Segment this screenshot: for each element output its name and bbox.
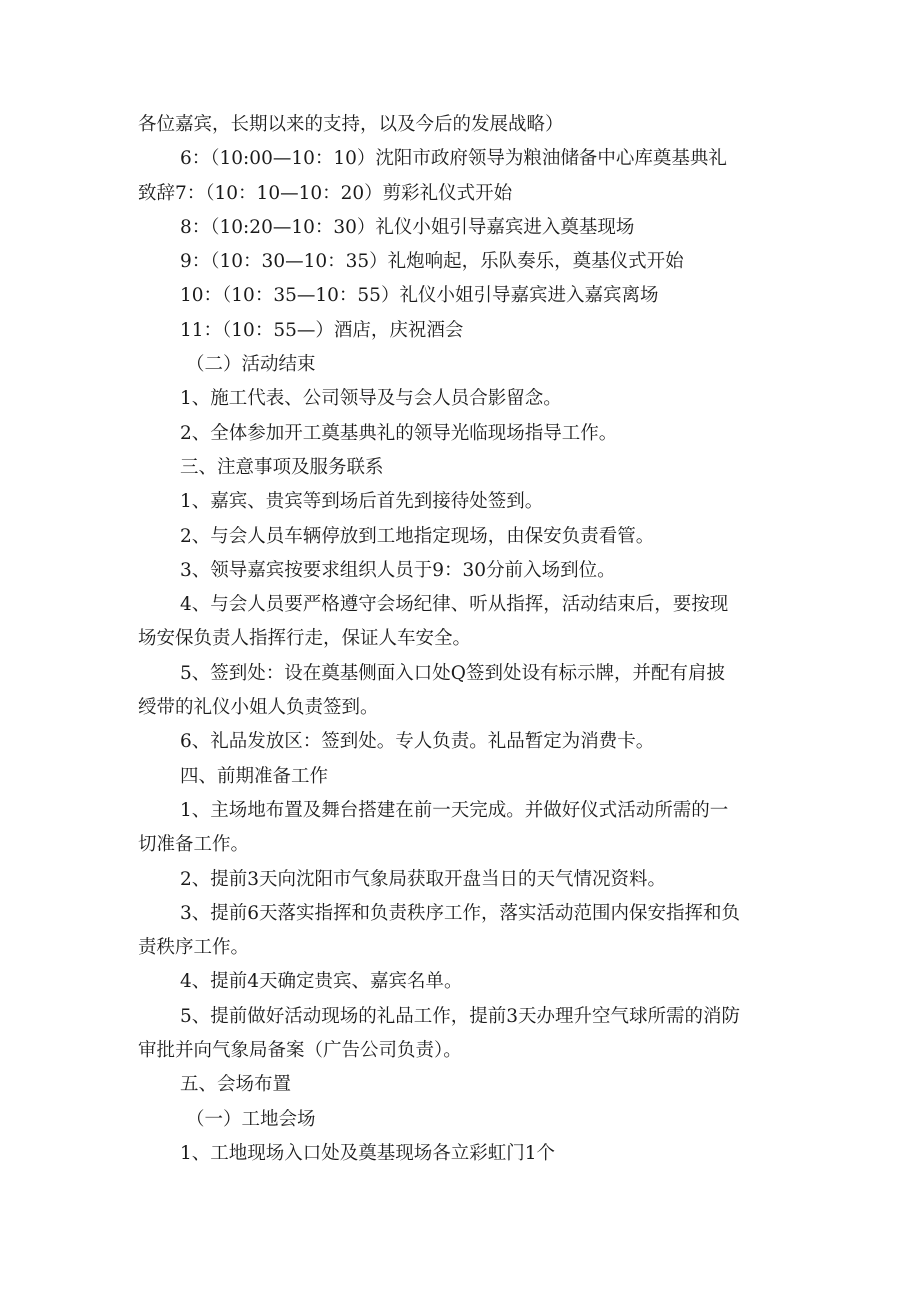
text-line: 3、提前6天落实指挥和负责秩序工作，落实活动范围内保安指挥和负 bbox=[180, 902, 741, 924]
text-line: 切准备工作。 bbox=[138, 834, 250, 856]
document-body bbox=[138, 108, 788, 1171]
text-line: 三、注意事项及服务联系 bbox=[180, 456, 384, 478]
text-line: 绶带的礼仪小姐人负责签到。 bbox=[138, 697, 379, 719]
text-line: 致辞7：（10：10—10：20）剪彩礼仪式开始 bbox=[138, 182, 513, 204]
text-line: 场安保负责人指挥行走，保证人车安全。 bbox=[138, 628, 472, 650]
text-line: 3、领导嘉宾按要求组织人员于9：30分前入场到位。 bbox=[180, 559, 616, 581]
text-line: 2、与会人员车辆停放到工地指定现场，由保安负责看管。 bbox=[180, 525, 655, 547]
text-line: 10：（10：35—10：55）礼仪小姐引导嘉宾进入嘉宾离场 bbox=[180, 285, 659, 307]
text-line: 1、嘉宾、贵宾等到场后首先到接待处签到。 bbox=[180, 491, 544, 513]
text-line: 5、签到处：设在奠基侧面入口处Q签到处设有标示牌，并配有肩披 bbox=[180, 662, 725, 684]
text-line: （二）活动结束 bbox=[186, 354, 316, 376]
text-line: 4、提前4天确定贵宾、嘉宾名单。 bbox=[180, 971, 463, 993]
text-line: 责秩序工作。 bbox=[138, 937, 250, 959]
text-line: 四、前期准备工作 bbox=[180, 765, 329, 787]
text-line: 五、会场布置 bbox=[180, 1074, 292, 1096]
text-line: 各位嘉宾，长期以来的支持，以及今后的发展战略） bbox=[138, 114, 564, 135]
text-line: 1、工地现场入口处及奠基现场各立彩虹门1个 bbox=[180, 1142, 556, 1164]
text-line: 5、提前做好活动现场的礼品工作，提前3天办理升空气球所需的消防 bbox=[180, 1005, 741, 1027]
text-line: 2、全体参加开工奠基典礼的领导光临现场指导工作。 bbox=[180, 422, 618, 444]
text-line: 1、施工代表、公司领导及与会人员合影留念。 bbox=[180, 388, 562, 410]
text-line: （一）工地会场 bbox=[186, 1108, 316, 1130]
text-line: 11：（10：55—）酒店，庆祝酒会 bbox=[180, 319, 464, 341]
text-line: 审批并向气象局备案（广告公司负责）。 bbox=[138, 1040, 462, 1062]
text-line: 8：（10:20—10：30）礼仪小姐引导嘉宾进入奠基现场 bbox=[180, 216, 635, 238]
text-line: 9：（10：30—10：35）礼炮响起，乐队奏乐，奠基仪式开始 bbox=[180, 251, 684, 273]
text-line: 2、提前3天向沈阳市气象局获取开盘当日的天气情况资料。 bbox=[180, 868, 667, 890]
text-line: 4、与会人员要严格遵守会场纪律、听从指挥，活动结束后，要按现 bbox=[180, 594, 729, 616]
text-line: 1、主场地布置及舞台搭建在前一天完成。并做好仪式活动所需的一 bbox=[180, 799, 729, 821]
text-line: 6：（10:00—10：10）沈阳市政府领导为粮油储备中心库奠基典礼 bbox=[180, 148, 727, 170]
text-line: 6、礼品发放区：签到处。专人负责。礼品暂定为消费卡。 bbox=[180, 731, 655, 753]
